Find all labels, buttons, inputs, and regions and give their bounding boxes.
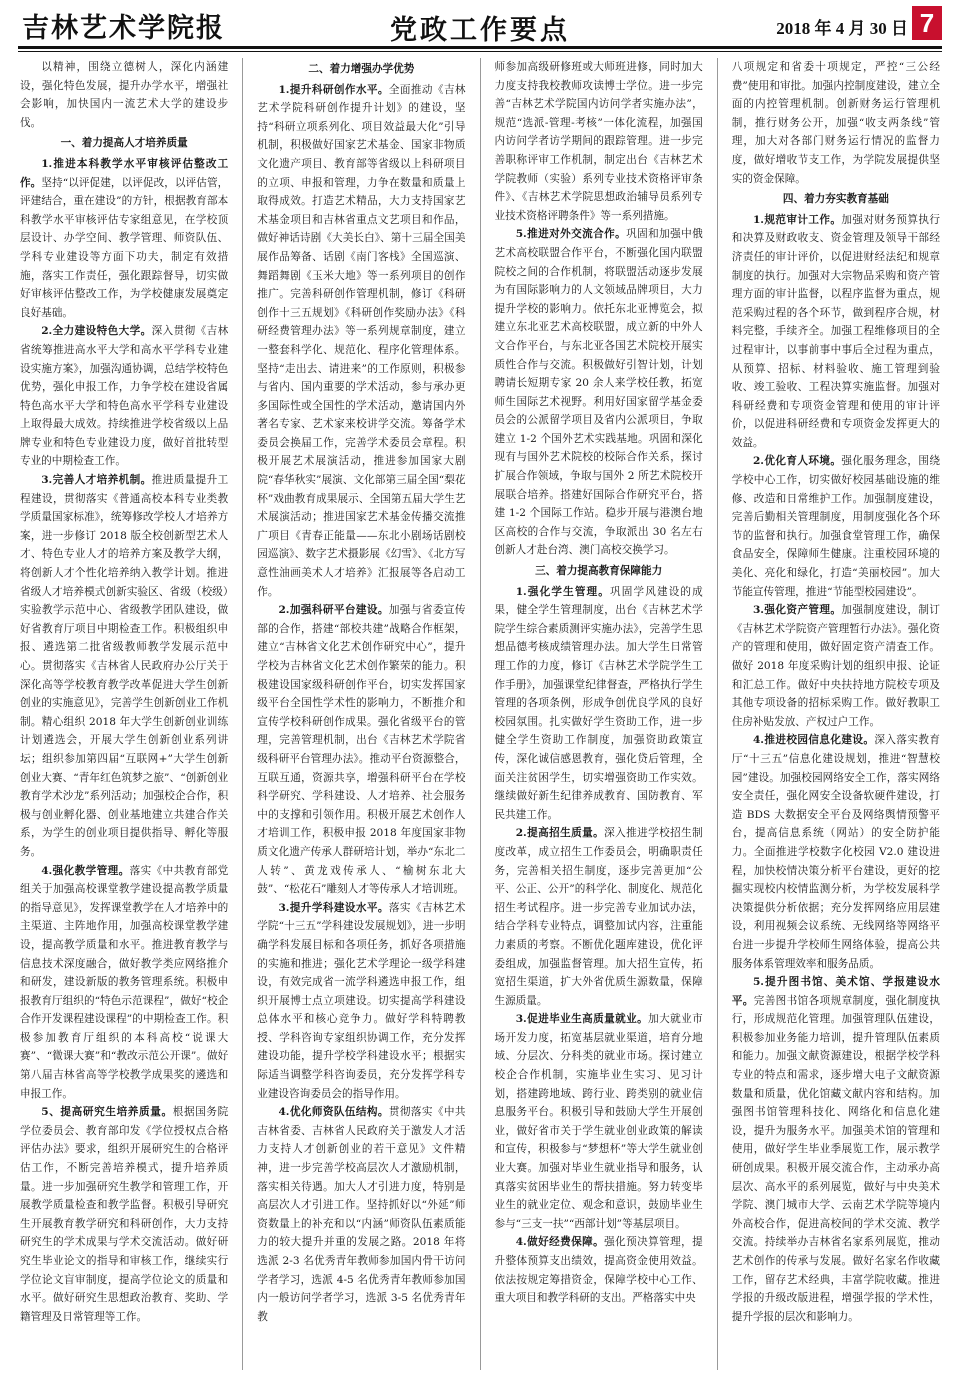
body-paragraph (732, 58, 940, 188)
paragraph-text: 以精神，围绕立德树人，深化内涵建设，强化特色发展，提升办学水平，增强社会影响，加快国内一流艺术大学的建设步伐。 (20, 61, 229, 129)
paragraph-lead: 2.提高招生质量。 (515, 827, 605, 840)
paragraph-text: 全面推动《吉林艺术学院科研创作提升计划》的建设，坚持“科研立项系列化、项目效益最大化”引导机制，积极做好国家艺术基金、国家非物质文化遗产项目、教育部等省级以上科研项目的立项、申报和管理，力争在数量和质量上取得成效。打造艺术精品，大力支持国家艺术基金项目和吉林省重点文艺项目和作品，做好神话诗剧《大美长白》、第十三届全国美展作品筹备、话剧《南门客栈》全国巡演、舞蹈舞剧《玉米大地》等一系列项目的创作推广。完善科研创作管理机制，修订《科研创作十三五规划》《科研创作奖励办法》《科研经费管理办法》等一系列规章制度，建立一整套科学化、规范化、程序化管理体系。坚持“走出去、请进来”的工作原则，积极参与省内、国内重要的学术活动，参与承办更多国际性或全国性的学术活动，邀请国内外著名专家、艺术家来校讲学交流。筹备学术委员会换届工作，完善学术委员会章程。积极开展艺术展演活动，推进参加国家大剧院“春华秋实”展演、文化部第三届全国“梨花杯”戏曲教育成果展示、全国第五届大学生艺术展演活动；推进国家艺术基金传播交流推广项目《青春正能量——东北小剧场话剧校园巡演》、数字艺术摄影展《幻雪》、《北方写意性油画美术人才培养》汇报展等各启动工作。 (257, 83, 466, 598)
paragraph-lead: 4.推进校园信息化建设。 (752, 734, 875, 747)
body-paragraph (732, 452, 940, 601)
article-column-3 (495, 58, 703, 1370)
paragraph-text: 深入落实教育厅“十三五”信息化建设规划，推进“智慧校园”建设。加强校园网络安全工作，落实网络安全责任，强化网安全设备软硬件建设，打造 BDS 大数据安全平台及网络舆情预警平台，提高信息系统（网站）的安全防护能力。全面推进学校数字化校园 V2.0 建设进程，加快校情决策分析平台建设，更好的挖掘实现校内校情监测分析，为学校发展科学决策提供分析依据；充分发挥网络应用层建设，利用视频会议系统、无线网络等网络平台进一步提升学校师生网络体验，提高公共服务体系管理效率和服务品质。 (731, 734, 940, 970)
paragraph-text: 坚持“以评促建，以评促改，以评估管，评建结合，重在建设”的方针，根据教育部本科教学水平审核评估专家组意见，在学校顶层设计、办学空间、教学管理、师资队伍、学科专业建设等方面下功夫，制定有效措施，落实工作责任，强化跟踪督导，切实做好审核评估整改工作，为学校健康发展奠定良好基础。 (20, 176, 229, 319)
masthead (0, 0, 960, 48)
paragraph-lead: 3.提升学科建设水平。 (278, 901, 389, 914)
body-paragraph (732, 601, 940, 731)
body-paragraph (732, 731, 940, 973)
body-paragraph (495, 1010, 703, 1233)
body-paragraph (257, 899, 465, 1104)
body-paragraph (495, 225, 703, 560)
paragraph-text: 巩固和加强中俄艺术高校联盟合作平台，不断强化国内联盟院校之间的合作机制，将联盟活动逐步发展为有国际影响力的人文领域品牌项目，大力提升学校的影响力。依托东北亚博览会，拟建立东北亚艺术高校联盟，成立新的中外人文合作平台，与东北亚各国艺术院校开展实质性合作与交流。积极做好引智计划，计划聘请长短期专家 20 余人来学校任教，拓宽师生国际艺术视野。利用好国家留学基金委员会的公派留学项目及省内公派项目，争取建立 1-2 个国外艺术实践基地。巩固和深化现有与国外艺术院校的校际合作关系，探讨扩展合作领域，争取与国外 2 所艺术院校开展联合培养。搭建好国际合作研究平台，搭建 1-2 个国际工作站。稳步开展与港澳台地区高校的合作与交流，争取派出 30 名左右创新人才赴台湾、澳门高校交换学习。 (494, 228, 703, 557)
column-divider (717, 58, 718, 1370)
paragraph-text: 强化预决算管理，提升整体预算支出绩效，提高资金使用效益。依法按规定筹措资金，保障学校中心工作、重大项目和教学科研的支出。严格落实中央 (494, 1236, 703, 1305)
paragraph-text: 深入贯彻《吉林省统筹推进高水平大学和高水平学科专业建设实施方案》，加强沟通协调，总结学校特色优势，强化申报工作，力争学校在建设省属特色高水平大学和特色高水平学科专业建设上取得最大成效。持续推进学校省级以上品牌专业和特色专业建设力度，做好首批转型专业的中期检查工作。 (20, 325, 229, 468)
paragraph-text: 推进质量提升工程建设，贯彻落实《普通高校本科专业类教学质量国家标准》，统筹修改学校人才培养方案，进一步修订 2018 版全校创新型艺术人才、特色专业人才的培养方案及教学大纲，将创新人才个性化培养纳入教学计划。推进省级人才培养模式创新实验区、省级（校级）实验教学示范中心、省级教学团队建设，做好省教育厅项目中期检查工作。积极组织申报、遴选第二批省级教师教学发展示范中心。贯彻落实《吉林省人民政府办公厅关于深化高等学校教育教学改革促进大学生创新创业的实施意见》，完善学生创新创业工作机制。精心组织 2018 年大学生创新创业训练计划遴选会，开展大学生创新创业系列讲坛；组织参加第四届“互联网+”大学生创新创业大赛、“青年红色筑梦之旅”、“创新创业教育学术沙龙”系列活动；加强校企合作，积极与创业孵化器、创业基地建立共建合作关系，为学生的创业项目提供指导、孵化等服务。 (20, 474, 229, 858)
header-rule-thick (18, 46, 942, 49)
article-column-4 (732, 58, 940, 1370)
header-rule-thin (18, 51, 942, 52)
paragraph-text: 加大就业市场开发力度，拓宽基层就业渠道，培育分地域、分层次、分科类的就业市场。探讨建立校企合作机制，实施毕业生实习、见习计划，搭建跨地域、跨行业、跨类别的就业信息服务平台。积极引导和鼓励大学生开展创业，做好省市关于学生就业创业政策的解读和宣传，积极参与“梦想杯”等大学生就业创业大赛。加强对毕业生就业指导和服务，认真落实贫困毕业生的帮扶措施。努力转变毕业生的就业定位、观念和意识，鼓励毕业生参与“三支一扶”“西部计划”等基层项目。 (494, 1013, 703, 1230)
column-divider (480, 58, 481, 1370)
newspaper-brand: 吉林艺术学院报 (22, 13, 225, 44)
body-paragraph (20, 471, 228, 861)
section-heading: 二、着力增强办学优势 (308, 63, 415, 75)
paragraph-lead: 1.推进本科教学水平审核评估整改工作。 (20, 157, 229, 189)
body-paragraph (257, 81, 465, 602)
paragraph-lead: 2.优化育人环境。 (752, 455, 842, 468)
body-paragraph (732, 973, 940, 1326)
paragraph-text: 师参加高级研修班或大师班进修，同时加大力度支持我校教师攻读博士学位。进一步完善“吉林艺术学院国内访问学者实施办法”，规范“选派-管理-考核”一体化流程，加强国内访问学者访学期间的跟踪管理。进一步完善职称评审工作机制，制定出台《吉林艺术学院教师（实验）系列专业技术资格评审条件》、《吉林艺术学院思想政治辅导员系列专业技术资格评聘条件》等一系列措施。 (494, 61, 703, 222)
paragraph-lead: 4.强化教学管理。 (41, 864, 130, 877)
article-column-1 (20, 58, 228, 1370)
body-paragraph (20, 862, 228, 1104)
paragraph-text: 落实《中共教育部党组关于加强高校课堂教学建设提高教学质量的指导意见》，发挥课堂教学在人才培养中的主渠道、主阵地作用，加强高校课堂教学建设，提高教学质量和水平。推进教育教学与信息技术深度融合，做好教学类应网络推介和研发，建设新版的教务管理系统。积极申报教育厅组织的“特色示范课程”，做好“校企合作开发课程建设课程”的中期检查工作。积极参加教育厅组织的本科高校“说课大赛”、“微课大赛”和“教改示范公开课”。做好第八届吉林省高等学校教学成果奖的遴选和申报工作。 (20, 864, 229, 1100)
paragraph-lead: 3.促进毕业生高质量就业。 (515, 1013, 649, 1026)
paragraph-text: 落实《吉林艺术学院“十三五”学科建设发展规划》，进一步明确学科发展目标和各项任务，抓好各项措施的实施和推进；强化艺术学理论一级学科建设，有效完成省一流学科遴选申报工作，组织开展博士点立项建设。切实提高学科建设总体水平和核心竞争力。做好学科特聘教授、学科咨询专家组织协调工作，充分发挥建设功能，提升学校学科建设水平；根据实际适当调整学科咨询委员，充分发挥学科专业建设咨询委员会的指导作用。 (257, 901, 466, 1100)
body-paragraph (495, 583, 703, 825)
body-paragraph (20, 155, 228, 322)
paragraph-text: 加强与省委宣传部的合作，搭建“部校共建”战略合作框架，建立“吉林省文化艺术创作研究中心”，提升学校为吉林省文化艺术创作繁荣的能力。积极建设国家级科研创作平台，切实发挥国家级平台全国性学术性的影响力，不断推介和宣传学校科研创作成果。强化省级平台的管理，完善管理机制，出台《吉林艺术学院省级科研平台管理办法》。推动平台资源整合，互联互通，资源共享，增强科研平台在学校科学研究、学科建设、人才培养、社会服务中的支撑和引领作用。积极开展艺术创作人才培训工作，积极申报 2018 年度国家非物质文化遗产传承人群研培计划，举办“东北二人转”、黄龙戏传承人、“榆树东北大鼓”、“松花石”雕刻人才等传承人才培训班。 (257, 604, 466, 896)
body-paragraph (20, 58, 228, 132)
paragraph-text: 加强对财务预算执行和决算及财政收支、资金管理及领导干部经济责任的审计评价，以促进财经法纪和规章制度的执行。加强对大宗物品采购和资产管理方面的审计监督，以程序监督为重点，规范采购过程的各个环节，做到程序合规，材料完整，手续齐全。加强工程维修项目的全过程审计，以事前事中事后全过程为重点，从预算、招标、材料验收、施工管理到验收、竣工验收、工程决算实施监督。加强对科研经费和专项资金管理和使用的审计评价，以促进科研经费和专项资金发挥更大的效益。 (731, 213, 940, 449)
page-title: 党政工作要点 (390, 15, 570, 46)
issue-date: 2018 年 4 月 30 日 (776, 19, 908, 38)
paragraph-lead: 3.完善人才培养机制。 (41, 474, 152, 487)
paragraph-lead: 5.推进对外交流合作。 (515, 228, 627, 241)
paragraph-text: 加强制度建设，制订《吉林艺术学院资产管理暂行办法》。强化资产的管理和使用，做好固定资产清查工作。做好 2018 年度采购计划的组织申报、论证和汇总工作。做好中央扶持地方院校专项及其他专项设备的招标采购工作。做好教职工住房补贴发放、产权过户工作。 (731, 604, 940, 728)
paragraph-lead: 5、提高研究生培养质量。 (41, 1106, 173, 1119)
body-paragraph (20, 322, 228, 471)
paragraph-text: 贯彻落实《中共吉林省委、吉林省人民政府关于激发人才活力支持人才创新创业的若干意见》文件精神，进一步完善学校高层次人才激励机制，落实相关待遇。加大人才引进力度，特别是高层次人才引进工作。坚持抓好以“外延”师资数量上的补充和以“内涵”师资队伍素质能力的较大提升并重的发展之路。2018 年将选派 2-3 名优秀青年教师参加国内骨干访问学者学习，选派 4-5 名优秀青年教师参加国内一般访问学者学习，选派 3-5 名优秀青年教 (257, 1106, 466, 1323)
page-number-badge: 7 (912, 6, 942, 40)
section-heading: 三、着力提高教育保障能力 (535, 565, 663, 578)
paragraph-lead: 2.全力建设特色大学。 (41, 325, 152, 338)
paragraph-lead: 5.提升图书馆、美术馆、学报建设水平。 (731, 976, 940, 1007)
body-paragraph (257, 601, 465, 899)
article-column-2 (257, 58, 465, 1370)
column-divider (242, 58, 243, 1370)
paragraph-lead: 1.规范审计工作。 (752, 213, 842, 226)
body-paragraph (495, 824, 703, 1010)
paragraph-text: 八项规定和省委十项规定，严控“三公经费”使用和审批。加强内控制度建设，建立全面的内控管理机制。创新财务运行管理机制，推行财务公开，加强“收支两条线”管理，加大对各部门财务运行情况的监督力度，做好增收节支工作，为学院发展提供坚实的资金保障。 (731, 61, 940, 185)
section-heading: 四、着力夯实教育基础 (782, 193, 889, 206)
body-paragraph (732, 211, 940, 453)
paragraph-lead: 4.优化师资队伍结构。 (278, 1106, 389, 1119)
paragraph-lead: 1.强化学生管理。 (515, 585, 611, 598)
paragraph-text: 强化服务理念，围绕学校中心工作，切实做好校园基础设施的维修、改造和日常维护工作。加强制度建设，完善后勤相关管理制度，用制度强化各个环节的监督和执行。加强食堂管理工作，确保食品安全，保障师生健康。注重校园环境的美化、亮化和绿化，打造“美丽校园”。加大节能宣传管理，推进“节能型校园建设”。 (731, 455, 940, 598)
paragraph-text: 巩固学风建设的成果，健全学生管理制度，出台《吉林艺术学院学生综合素质测评实施办法》，完善学生思想品德考核成绩管理办法。加大学生日常管理工作的力度，修订《吉林艺术学院学生工作手册》，加强课堂纪律督查，严格执行学生管理的各项条例，形成争创优良学风的良好校园氛围。扎实做好学生资助工作，进一步健全学生资助工作制度，加强资助政策宣传，深化诚信感恩教育，强化贷后管理，全面关注贫困学生，切实增强资助工作实效。继续做好新生纪律养成教育、国防教育、军民共建工作。 (494, 585, 703, 821)
paragraph-text: 根据国务院学位委员会、教育部印发《学位授权点合格评估办法》要求，组织开展研究生的合格评估工作，不断完善培养模式，提升培养质量。进一步加强研究生教学和管理工作，开展教学质量检查和教学监督。积极引导研究生开展教育教学研究和科研创作，大力支持研究生的学术成果与学术交流活动。做好研究生毕业论文的指导和审核工作，继续实行学位论文盲审制度，提高学位论文的质量和水平。做好研究生思想政治教育、奖助、学籍管理及日常管理等工作。 (20, 1106, 229, 1323)
paragraph-text: 深入推进学校招生制度改革，成立招生工作委员会，明确职责任务，完善相关招生制度，逐步完善更加“公平、公正、公开”的科学化、制度化、规范化招生考试程序。进一步完善专业加试办法，结合学科专业特点，调整加试内容，注重能力素质的考察。不断优化题库建设，优化评委组成，加强监督管理。加大招生宣传，拓宽招生渠道，扩大外省优质生源数量，保障生源质量。 (494, 827, 703, 1007)
paragraph-lead: 1.提升科研创作水平。 (278, 83, 389, 96)
paragraph-text: 完善图书馆各项规章制度，强化制度执行，形成规范化管理。加强管理队伍建设，积极参加业务能力培训，提升管理队伍素质和能力。加强文献资源建设，根据学校学科专业的特点和需求，逐步增大电子文献资源数量和质量，优化馆藏文献内容和结构。加强图书馆管理科技化、网络化和信息化建设，提升为服务水平。加强美术馆的管理和使用，做好学生毕业季展览工作，展示教学研创成果。积极开展交流合作，主动承办高层次、高水平的系列展览，做好与中央美术学院、澳门城市大学、云南艺术学院等境内外高校合作，促进高校间的学术交流、教学交流。持续举办吉林省名家系列展览，推动艺术创作的传承与发展。做好名家名作收藏工作，留存艺术经典，丰富学院收藏。推进学报的升级改版进程，增强学报的学术性，提升学报的层次和影响力。 (731, 994, 940, 1323)
article-columns (20, 58, 940, 1370)
paragraph-lead: 3.强化资产管理。 (752, 604, 842, 617)
paragraph-lead: 2.加强科研平台建设。 (278, 604, 389, 617)
body-paragraph (495, 1233, 703, 1307)
body-paragraph (495, 58, 703, 225)
body-paragraph (20, 1103, 228, 1326)
paragraph-lead: 4.做好经费保障。 (515, 1236, 605, 1249)
body-paragraph (257, 1103, 465, 1326)
section-heading: 一、着力提高人才培养质量 (60, 137, 188, 150)
